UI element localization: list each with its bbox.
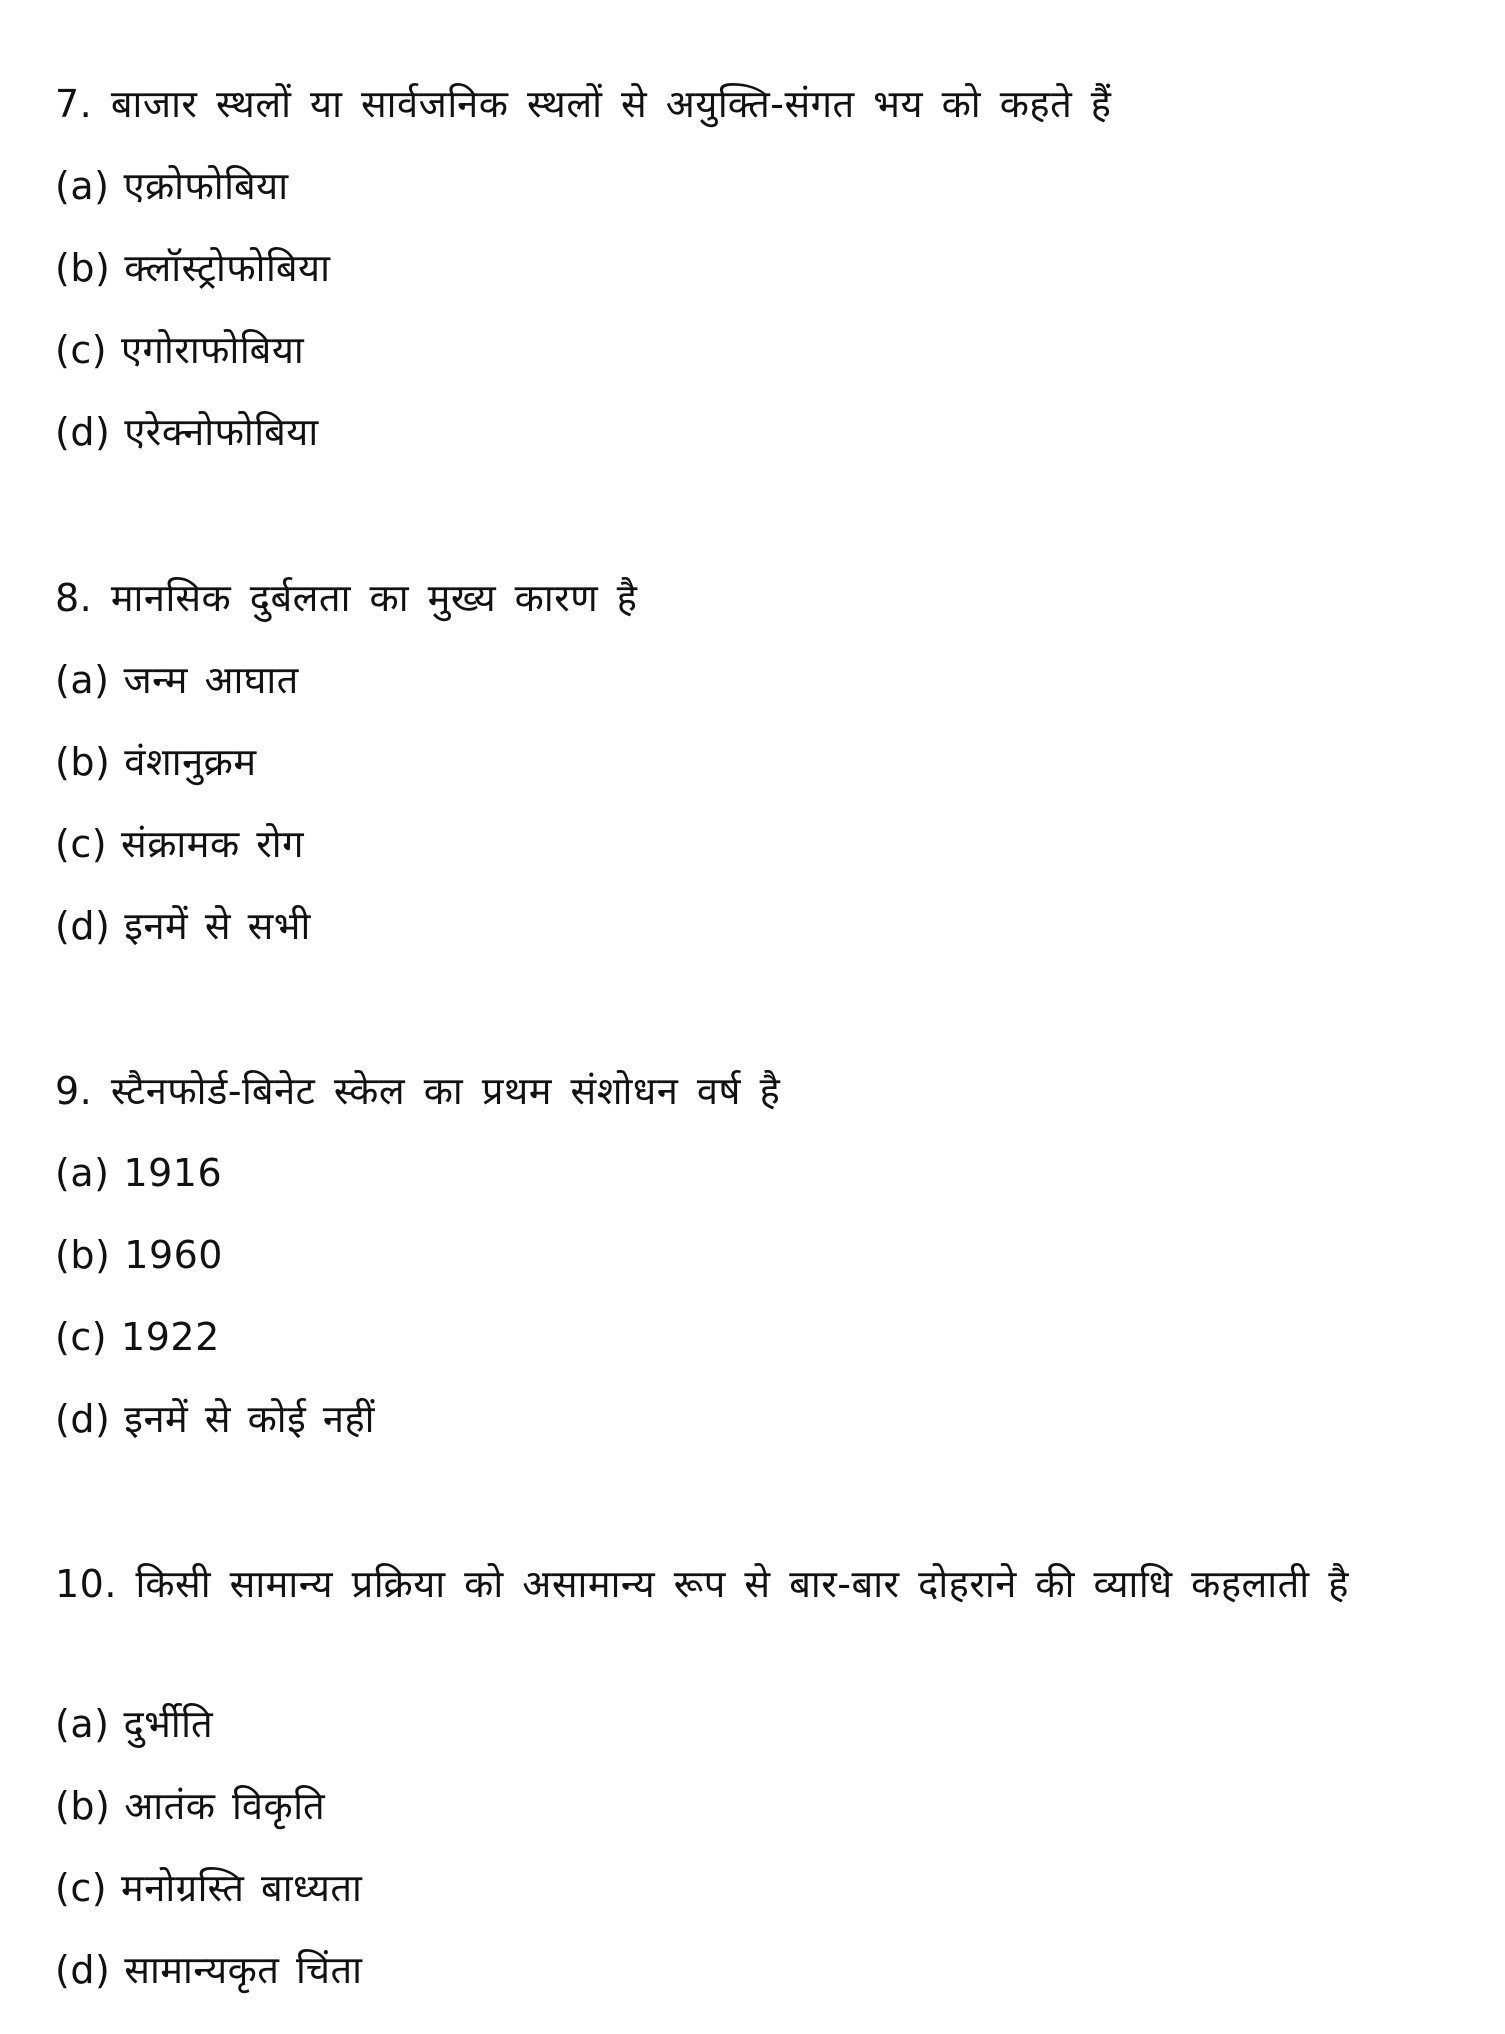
option-a [55,154,1455,236]
option-b [55,730,1455,812]
question-text: 7. बाजार स्थलों या सार्वजनिक स्थलों से अयुक्ति-संगत भय को कहते हैं [55,82,1112,126]
question-10 [55,1552,1455,2020]
question-7 [55,72,1455,482]
option-b [55,236,1455,318]
option-text: 1960 [124,1233,223,1277]
option-key: (d) [55,1397,111,1441]
option-text: दुर्भीति [123,1702,214,1746]
option-key: (a) [55,658,110,702]
option-key: (d) [55,1948,111,1992]
option-text: एक्रोफोबिया [123,164,289,208]
option-c [55,812,1455,894]
option-c [55,1305,1455,1387]
option-d [55,1387,1455,1469]
option-d [55,400,1455,482]
option-text: इनमें से कोई नहीं [124,1397,375,1441]
option-text: वंशानुक्रम [124,740,257,784]
option-a [55,1692,1455,1774]
option-text: क्लॉस्ट्रोफोबिया [124,246,331,290]
option-c [55,1856,1455,1938]
option-b [55,1223,1455,1305]
question-9 [55,1059,1455,1469]
question-text: 9. स्टैनफोर्ड-बिनेट स्केल का प्रथम संशोधन वर्ष है [55,1069,781,1113]
option-key: (c) [55,822,108,866]
option-key: (c) [55,1866,108,1910]
option-text: इनमें से सभी [124,904,311,948]
option-text: 1916 [123,1151,223,1195]
option-text: 1922 [121,1315,220,1359]
option-a [55,1141,1455,1223]
option-text: आतंक विकृति [124,1784,326,1828]
option-d [55,1938,1455,2020]
option-text: एगोराफोबिया [121,328,305,372]
question-text: 10. किसी सामान्य प्रक्रिया को असामान्य रूप से बार-बार दोहराने की व्याधि कहलाती है [55,1562,1349,1606]
option-text: एरेक्नोफोबिया [124,410,319,454]
option-d [55,894,1455,976]
option-text: सामान्यकृत चिंता [124,1948,363,1992]
option-key: (a) [55,164,110,208]
option-text: संक्रामक रोग [121,822,305,866]
option-key: (c) [55,1315,108,1359]
option-b [55,1774,1455,1856]
option-key: (b) [55,1233,111,1277]
question-8 [55,566,1455,976]
option-text: मनोग्रस्ति बाध्यता [121,1866,363,1910]
question-text: 8. मानसिक दुर्बलता का मुख्य कारण है [55,576,638,620]
option-key: (b) [55,1784,111,1828]
option-key: (d) [55,410,111,454]
option-key: (b) [55,740,111,784]
option-key: (a) [55,1151,110,1195]
option-key: (b) [55,246,111,290]
option-key: (d) [55,904,111,948]
option-key: (c) [55,328,108,372]
option-a [55,648,1455,730]
option-c [55,318,1455,400]
option-key: (a) [55,1702,110,1746]
option-text: जन्म आघात [123,658,299,702]
